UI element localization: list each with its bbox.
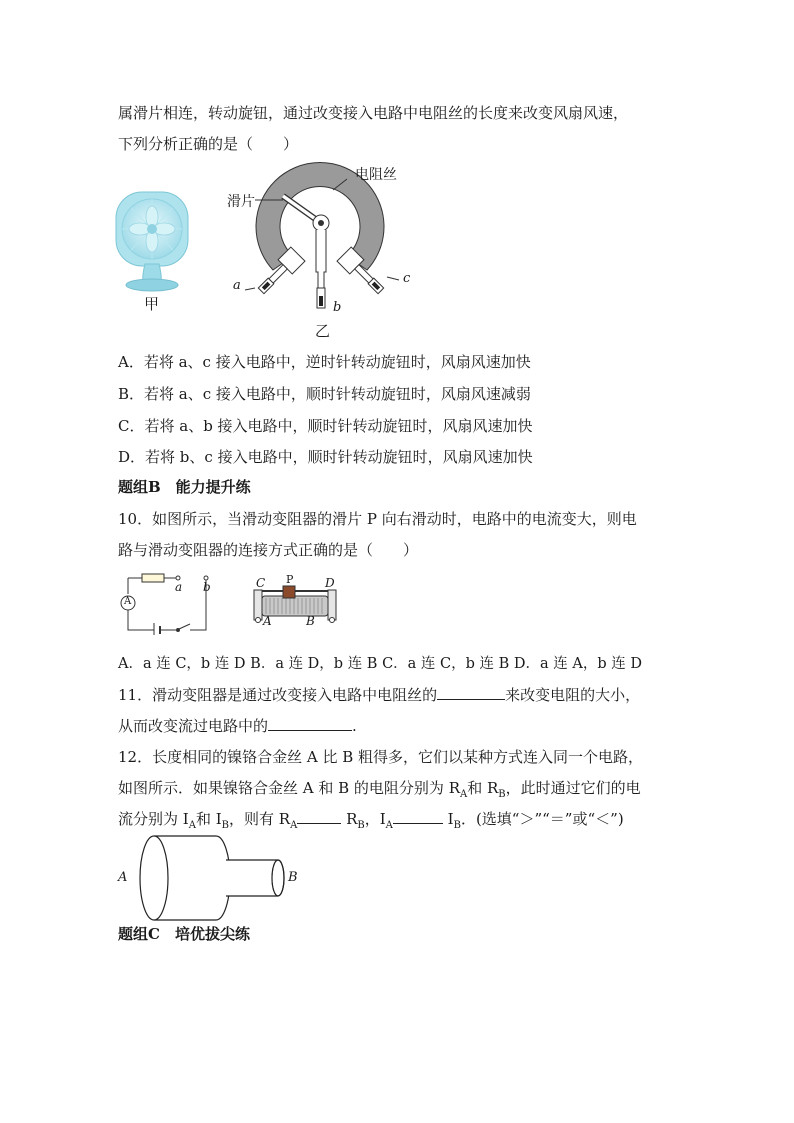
rheostat-c-label: C bbox=[256, 576, 266, 590]
q12-text: ，I bbox=[364, 810, 386, 828]
q11-text-3: 从而改变流过电路中的 bbox=[118, 717, 269, 735]
ammeter-label: A bbox=[124, 596, 132, 607]
q10-line-1: 10．如图所示，当滑动变阻器的滑片 P 向右滑动时，电路中的电流变大，则电 bbox=[118, 510, 637, 528]
q10-line-2: 路与滑动变阻器的连接方式正确的是（ ） bbox=[118, 541, 419, 559]
q10-rheostat-figure bbox=[250, 573, 340, 632]
q12-text: R bbox=[341, 810, 358, 828]
rheostat-b-label: B bbox=[306, 614, 315, 628]
q12-text: 如图所示．如果镍铬合金丝 A 和 B 的电阻分别为 R bbox=[118, 779, 460, 797]
q12-wires-figure bbox=[116, 832, 306, 924]
subscript: B bbox=[221, 820, 229, 831]
knob-resistor-figure bbox=[225, 160, 425, 340]
subscript: A bbox=[188, 820, 196, 831]
circuit-terminal-a-label: a bbox=[175, 580, 183, 594]
q12-text: ．(选填“＞”“＝”或“＜”) bbox=[460, 810, 624, 828]
q11-line-1 bbox=[118, 685, 640, 705]
question-intro-line-1: 属滑片相连，转动旋钮，通过改变接入电路中电阻丝的长度来改变风扇风速， bbox=[118, 104, 629, 122]
q10-options: A．a 连 C，b 连 D B．a 连 D，b 连 B C．a 连 C，b 连 B D．a 连 A，b 连 D bbox=[118, 656, 642, 672]
q12-text: I bbox=[442, 810, 454, 828]
wire-a-label: A bbox=[118, 870, 128, 885]
q9-option-d: D．若将 b、c 接入电路中，顺时针转动旋钮时，风扇风速加快 bbox=[118, 448, 533, 466]
q9-option-b: B．若将 a、c 接入电路中，顺时针转动旋钮时，风扇风速减弱 bbox=[118, 385, 531, 403]
q11-blank-1[interactable] bbox=[437, 685, 505, 700]
q12-text: 和 R bbox=[467, 779, 499, 797]
wire-cylinders-diagram bbox=[116, 832, 306, 924]
circuit-terminal-b-label: b bbox=[203, 580, 211, 594]
q12-blank-2[interactable] bbox=[393, 809, 443, 824]
q11-text-4: . bbox=[352, 717, 357, 735]
terminal-b-label: b bbox=[333, 300, 342, 315]
rheostat-p-label: P bbox=[286, 573, 294, 586]
q11-blank-2[interactable] bbox=[268, 716, 352, 731]
q9-option-c: C．若将 a、b 接入电路中，顺时针转动旋钮时，风扇风速加快 bbox=[118, 417, 533, 435]
q12-line-1: 12．长度相同的镍铬合金丝 A 比 B 粗得多，它们以某种方式连入同一个电路， bbox=[118, 748, 644, 766]
q11-text-2: 来改变电阻的大小， bbox=[505, 686, 641, 704]
q10-circuit-diagram bbox=[118, 570, 228, 635]
fan-label: 甲 bbox=[144, 295, 160, 313]
q9-option-a: A．若将 a、c 接入电路中，逆时针转动旋钮时，风扇风速加快 bbox=[118, 353, 531, 371]
rheostat-a-label: A bbox=[263, 614, 272, 628]
wire-b-label: B bbox=[288, 870, 298, 885]
q10-circuit-figure bbox=[118, 570, 228, 635]
q12-text: 流分别为 I bbox=[118, 810, 189, 828]
subscript: B bbox=[357, 820, 365, 831]
q12-text: ，此时通过它们的电 bbox=[505, 779, 641, 797]
q12-text: ，则有 R bbox=[229, 810, 291, 828]
q12-blank-1[interactable] bbox=[297, 809, 341, 824]
section-b-heading: 题组B 能力提升练 bbox=[118, 478, 251, 496]
terminal-a-label: a bbox=[233, 278, 241, 293]
q11-line-2 bbox=[118, 716, 357, 736]
question-intro-line-2: 下列分析正确的是（ ） bbox=[118, 135, 299, 153]
fan-figure bbox=[112, 190, 192, 315]
subscript: B bbox=[498, 789, 506, 800]
terminal-c-label: c bbox=[403, 271, 411, 286]
subscript: A bbox=[385, 820, 393, 831]
rheostat-d-label: D bbox=[325, 576, 335, 590]
section-c-heading: 题组C 培优拔尖练 bbox=[118, 925, 250, 943]
subscript: A bbox=[460, 789, 468, 800]
knob-figure-label: 乙 bbox=[315, 322, 331, 340]
subscript: A bbox=[290, 820, 298, 831]
q12-text: 和 I bbox=[195, 810, 222, 828]
slider-label: 滑片 bbox=[227, 194, 255, 210]
subscript: B bbox=[453, 820, 461, 831]
q11-text-1: 11．滑动变阻器是通过改变接入电路中电阻丝的 bbox=[118, 686, 438, 704]
resistance-wire-label: 电阻丝 bbox=[355, 167, 397, 183]
q12-line-2 bbox=[118, 778, 641, 805]
knob-resistor-diagram bbox=[225, 160, 425, 340]
